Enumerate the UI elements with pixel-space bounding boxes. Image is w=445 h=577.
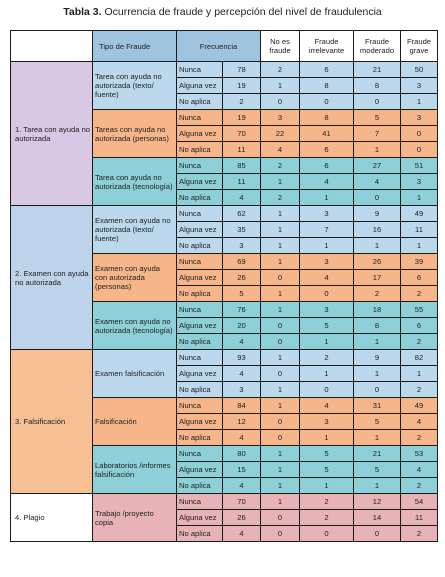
irrelevante-cell: 6 [300,142,354,158]
grave-cell: 3 [401,78,438,94]
grave-cell: 50 [401,62,438,78]
category-cell: 1. Tarea con ayuda no autorizada [11,62,93,206]
no-fraude-cell: 1 [261,78,300,94]
table-title [0,6,445,18]
frequency-cell: Alguna vez [177,510,223,526]
frequency-cell: Nunca [177,446,223,462]
count-cell: 4 [223,334,261,350]
grave-cell: 6 [401,318,438,334]
moderado-cell: 5 [354,462,401,478]
frequency-cell: Nunca [177,206,223,222]
irrelevante-cell: 5 [300,318,354,334]
count-cell: 3 [223,382,261,398]
irrelevante-cell: 2 [300,510,354,526]
no-fraude-cell: 1 [261,206,300,222]
irrelevante-cell: 3 [300,254,354,270]
grave-cell: 1 [401,238,438,254]
no-fraude-cell: 1 [261,222,300,238]
frequency-cell: Alguna vez [177,78,223,94]
irrelevante-cell: 0 [300,286,354,302]
moderado-cell: 0 [354,94,401,110]
count-cell: 93 [223,350,261,366]
irrelevante-cell: 4 [300,270,354,286]
count-cell: 4 [223,526,261,542]
grave-cell: 39 [401,254,438,270]
grave-cell: 1 [401,94,438,110]
header-irrelevante: Fraude irrelevante [300,31,354,62]
tipo-cell: Tarea con ayuda no autorizada (tecnología) [93,158,177,206]
count-cell: 84 [223,398,261,414]
header-frecuencia: Frecuencia [177,31,261,62]
no-fraude-cell: 1 [261,350,300,366]
category-cell: 2. Examen con ayuda no autorizada [11,206,93,350]
irrelevante-cell: 6 [300,158,354,174]
moderado-cell: 1 [354,334,401,350]
moderado-cell: 8 [354,318,401,334]
irrelevante-cell: 5 [300,462,354,478]
frequency-cell: No aplica [177,430,223,446]
count-cell: 4 [223,366,261,382]
frequency-cell: Alguna vez [177,126,223,142]
table-number: Tabla 3. [63,6,102,18]
grave-cell: 2 [401,430,438,446]
tipo-cell: Tareas con ayuda no autorizada (personas) [93,110,177,158]
no-fraude-cell: 1 [261,478,300,494]
no-fraude-cell: 1 [261,382,300,398]
irrelevante-cell: 3 [300,302,354,318]
no-fraude-cell: 3 [261,110,300,126]
no-fraude-cell: 1 [261,494,300,510]
tipo-cell: Examen con ayuda con autorizada (personas) [93,254,177,302]
moderado-cell: 4 [354,174,401,190]
header-grave: Fraude grave [401,31,438,62]
header-row [11,31,438,62]
grave-cell: 3 [401,110,438,126]
count-cell: 11 [223,174,261,190]
count-cell: 69 [223,254,261,270]
grave-cell: 2 [401,526,438,542]
irrelevante-cell: 5 [300,446,354,462]
no-fraude-cell: 0 [261,526,300,542]
tipo-cell: Examen con ayuda no autorizada (texto/ fuente) [93,206,177,254]
grave-cell: 49 [401,206,438,222]
count-cell: 26 [223,270,261,286]
frequency-cell: Nunca [177,302,223,318]
irrelevante-cell: 1 [300,238,354,254]
irrelevante-cell: 8 [300,78,354,94]
grave-cell: 53 [401,446,438,462]
count-cell: 11 [223,142,261,158]
moderado-cell: 17 [354,270,401,286]
moderado-cell: 16 [354,222,401,238]
irrelevante-cell: 6 [300,62,354,78]
tipo-cell: Tarea con ayuda no autorizada (texto/ fuente) [93,62,177,110]
grave-cell: 6 [401,270,438,286]
frequency-cell: No aplica [177,526,223,542]
count-cell: 3 [223,238,261,254]
frequency-cell: No aplica [177,286,223,302]
irrelevante-cell: 1 [300,366,354,382]
category-cell: 4. Plagio [11,494,93,542]
grave-cell: 49 [401,398,438,414]
no-fraude-cell: 0 [261,334,300,350]
count-cell: 4 [223,430,261,446]
count-cell: 35 [223,222,261,238]
table-row [11,62,438,78]
moderado-cell: 1 [354,430,401,446]
header-tipo: Tipo de Fraude [93,31,177,62]
grave-cell: 2 [401,334,438,350]
count-cell: 80 [223,446,261,462]
tipo-cell: Falsificación [93,398,177,446]
moderado-cell: 8 [354,78,401,94]
frequency-cell: Nunca [177,398,223,414]
moderado-cell: 0 [354,526,401,542]
moderado-cell: 7 [354,126,401,142]
moderado-cell: 31 [354,398,401,414]
irrelevante-cell: 1 [300,430,354,446]
grave-cell: 4 [401,462,438,478]
count-cell: 4 [223,478,261,494]
grave-cell: 51 [401,158,438,174]
frequency-cell: Alguna vez [177,366,223,382]
frequency-cell: Alguna vez [177,462,223,478]
no-fraude-cell: 4 [261,142,300,158]
count-cell: 70 [223,126,261,142]
frequency-cell: Nunca [177,494,223,510]
moderado-cell: 21 [354,62,401,78]
grave-cell: 3 [401,174,438,190]
moderado-cell: 1 [354,238,401,254]
table-body [11,62,438,542]
count-cell: 4 [223,190,261,206]
moderado-cell: 18 [354,302,401,318]
frequency-cell: No aplica [177,334,223,350]
frequency-cell: Alguna vez [177,174,223,190]
frequency-cell: Alguna vez [177,318,223,334]
header-no-fraude: No es fraude [261,31,300,62]
tipo-cell: Laboratorios /informes falsificación [93,446,177,494]
grave-cell: 82 [401,350,438,366]
grave-cell: 54 [401,494,438,510]
no-fraude-cell: 1 [261,446,300,462]
no-fraude-cell: 2 [261,158,300,174]
irrelevante-cell: 7 [300,222,354,238]
table-row [11,350,438,366]
no-fraude-cell: 1 [261,174,300,190]
no-fraude-cell: 1 [261,238,300,254]
frequency-cell: No aplica [177,190,223,206]
frequency-cell: No aplica [177,382,223,398]
moderado-cell: 1 [354,478,401,494]
irrelevante-cell: 8 [300,110,354,126]
frequency-cell: Alguna vez [177,270,223,286]
frequency-cell: Nunca [177,158,223,174]
moderado-cell: 26 [354,254,401,270]
count-cell: 62 [223,206,261,222]
header-moderado: Fraude moderado [354,31,401,62]
grave-cell: 1 [401,366,438,382]
table-caption: Ocurrencia de fraude y percepción del nivel de fraudulencia [101,6,382,18]
moderado-cell: 12 [354,494,401,510]
count-cell: 70 [223,494,261,510]
irrelevante-cell: 3 [300,206,354,222]
grave-cell: 11 [401,222,438,238]
grave-cell: 55 [401,302,438,318]
grave-cell: 1 [401,190,438,206]
moderado-cell: 1 [354,142,401,158]
no-fraude-cell: 2 [261,190,300,206]
table-row [11,206,438,222]
irrelevante-cell: 0 [300,382,354,398]
frequency-cell: Nunca [177,62,223,78]
grave-cell: 0 [401,142,438,158]
count-cell: 19 [223,110,261,126]
table-row [11,494,438,510]
moderado-cell: 14 [354,510,401,526]
grave-cell: 2 [401,286,438,302]
no-fraude-cell: 0 [261,94,300,110]
fraud-table [10,30,438,542]
count-cell: 12 [223,414,261,430]
tipo-cell: Examen falsificación [93,350,177,398]
no-fraude-cell: 0 [261,510,300,526]
moderado-cell: 9 [354,350,401,366]
tipo-cell: Trabajo /proyecto copia [93,494,177,542]
no-fraude-cell: 0 [261,430,300,446]
count-cell: 26 [223,510,261,526]
moderado-cell: 21 [354,446,401,462]
moderado-cell: 0 [354,190,401,206]
no-fraude-cell: 0 [261,318,300,334]
irrelevante-cell: 2 [300,494,354,510]
irrelevante-cell: 1 [300,334,354,350]
count-cell: 76 [223,302,261,318]
frequency-cell: No aplica [177,238,223,254]
frequency-cell: No aplica [177,478,223,494]
moderado-cell: 27 [354,158,401,174]
count-cell: 15 [223,462,261,478]
grave-cell: 4 [401,414,438,430]
no-fraude-cell: 2 [261,62,300,78]
count-cell: 78 [223,62,261,78]
grave-cell: 2 [401,478,438,494]
frequency-cell: Nunca [177,350,223,366]
count-cell: 5 [223,286,261,302]
frequency-cell: Nunca [177,254,223,270]
no-fraude-cell: 22 [261,126,300,142]
frequency-cell: No aplica [177,94,223,110]
count-cell: 85 [223,158,261,174]
moderado-cell: 5 [354,110,401,126]
moderado-cell: 0 [354,382,401,398]
no-fraude-cell: 1 [261,254,300,270]
count-cell: 20 [223,318,261,334]
irrelevante-cell: 4 [300,174,354,190]
moderado-cell: 5 [354,414,401,430]
no-fraude-cell: 0 [261,270,300,286]
irrelevante-cell: 0 [300,526,354,542]
irrelevante-cell: 41 [300,126,354,142]
no-fraude-cell: 0 [261,366,300,382]
no-fraude-cell: 1 [261,286,300,302]
no-fraude-cell: 1 [261,462,300,478]
moderado-cell: 1 [354,366,401,382]
irrelevante-cell: 2 [300,350,354,366]
grave-cell: 2 [401,382,438,398]
count-cell: 2 [223,94,261,110]
irrelevante-cell: 3 [300,414,354,430]
no-fraude-cell: 0 [261,414,300,430]
frequency-cell: Nunca [177,110,223,126]
moderado-cell: 9 [354,206,401,222]
no-fraude-cell: 1 [261,398,300,414]
count-cell: 19 [223,78,261,94]
grave-cell: 0 [401,126,438,142]
irrelevante-cell: 1 [300,190,354,206]
frequency-cell: No aplica [177,142,223,158]
category-cell: 3. Falsificación [11,350,93,494]
grave-cell: 11 [401,510,438,526]
irrelevante-cell: 1 [300,478,354,494]
header-category [11,31,93,62]
frequency-cell: Alguna vez [177,414,223,430]
moderado-cell: 2 [354,286,401,302]
tipo-cell: Examen con ayuda no autorizada (tecnología) [93,302,177,350]
no-fraude-cell: 1 [261,302,300,318]
frequency-cell: Alguna vez [177,222,223,238]
irrelevante-cell: 4 [300,398,354,414]
irrelevante-cell: 0 [300,94,354,110]
